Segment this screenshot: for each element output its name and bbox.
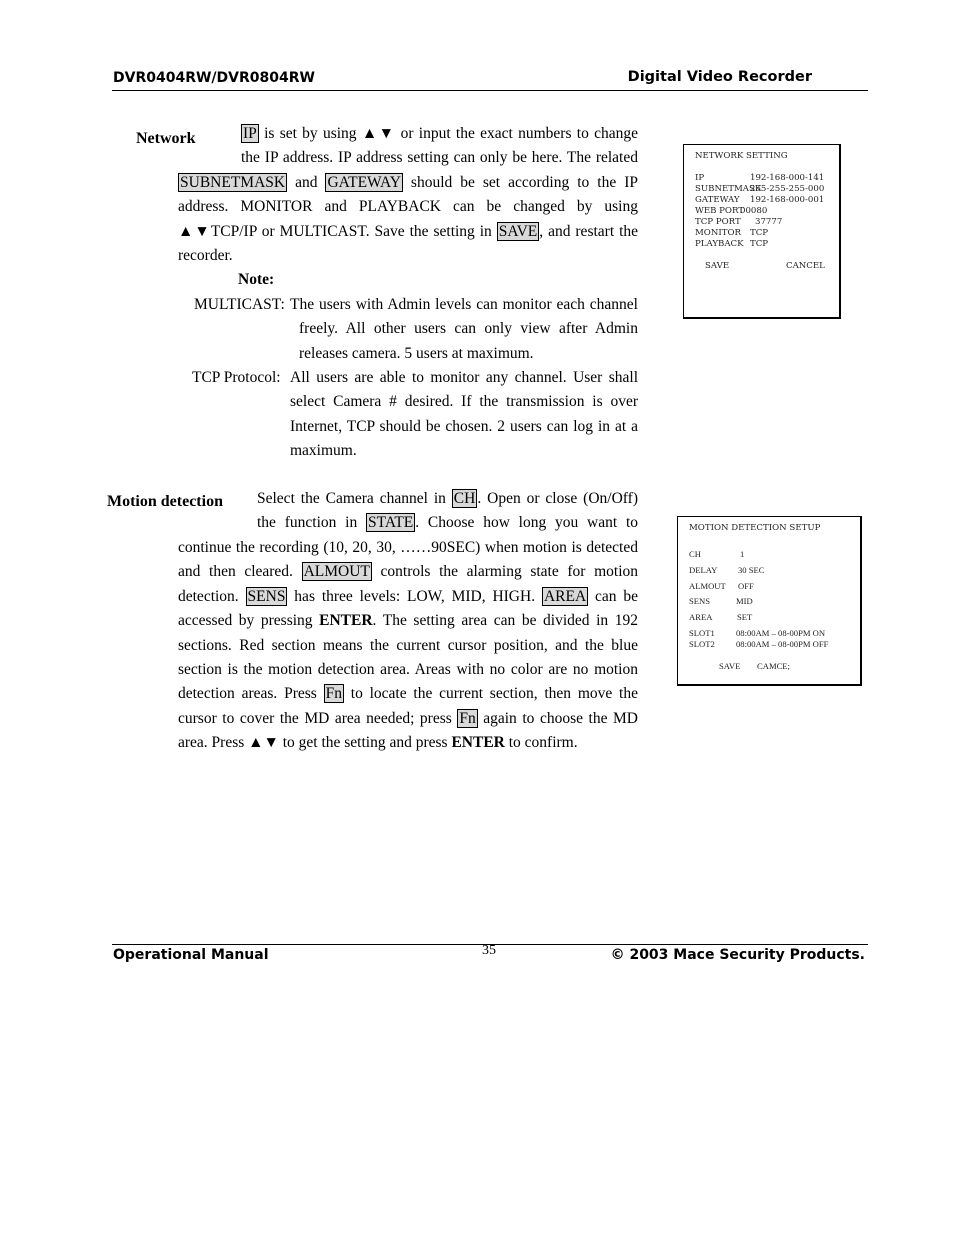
screen-save: SAVE	[719, 661, 741, 671]
term-state: STATE	[368, 514, 414, 532]
term-sens: SENS	[247, 587, 286, 605]
term-almout: ALMOUT	[303, 563, 370, 581]
multicast-label: MULTICAST:	[194, 296, 285, 313]
motion-paragraph-top: Select the Camera channel in CH . Open or close (On/Off) the function in STATE . Choose how long you want to	[257, 490, 639, 532]
network-line-6: recorder.	[178, 247, 233, 265]
footer-copyright: © 2003 Mace Security Products.	[610, 947, 865, 963]
page-number: 35	[482, 943, 496, 958]
network-line-1: IP is set by using ▲▼ or input the exact numbers to change	[243, 125, 638, 142]
term-subnetmask: SUBNETMASK	[180, 174, 286, 191]
page-footer	[112, 944, 868, 967]
footer-manual: Operational Manual	[113, 947, 269, 963]
header-model: DVR0404RW/DVR0804RW	[113, 70, 315, 86]
network-line-2: the IP address. IP address setting can only be here. The related	[241, 149, 638, 167]
term-fn: Fn	[325, 685, 342, 703]
tcp-label: TCP Protocol:	[192, 369, 281, 386]
term-save: SAVE	[498, 222, 538, 240]
screen-cancel: CAMCE;	[757, 661, 790, 671]
screen-save: SAVE	[705, 261, 730, 271]
note-label: Note:	[238, 271, 275, 288]
page-header	[112, 68, 868, 91]
screen-title: MOTION DETECTION SETUP	[689, 523, 821, 533]
term-ip: IP	[243, 125, 257, 142]
term-ch: CH	[453, 490, 476, 507]
section-title-motion-detection: Motion detection	[107, 493, 223, 510]
network-setting-screen: NETWORK SETTING IP 192-168-000-141 SUBNETMASK 255-255-255-000 GATEWAY 192-168-000-001 WEB PORT 00080 TCP PORT 37777 MONITOR TCP PLAYBACK TCP SAVE CANCEL	[683, 144, 841, 319]
term-area: AREA	[543, 587, 587, 605]
network-paragraph-top	[241, 122, 638, 171]
header-product: Digital Video Recorder	[627, 69, 812, 85]
motion-paragraph: continue the recording (10, 20, 30, ……90SEC) when motion is detected and then cleared. ALMOUT controls the alarming state for motion detection. SENS has three levels: LOW, MID, HIGH. AREA can be accessed by pressing ENTER. The setting area can be divided in 192 sections. Red section means the current cursor position, and the blue section is the motion detection area. Areas with no color are no motion detection areas. Press Fn to locate the current section, then move the cursor to cover the MD area needed; press Fn again to choose the MD area. Press ▲▼ to get the setting and press ENTER to confirm.	[178, 539, 639, 752]
motion-detection-screen: MOTION DETECTION SETUP CH 1 DELAY 30 SEC ALMOUT OFF SENS MID AREA SET SLOT1 08:00AM – 08-00PM ON SLOT2 08:00AM – 08-00PM OFF SAVE CAMCE;	[677, 516, 862, 686]
term-gateway: GATEWAY	[327, 174, 401, 191]
network-line-4: address. MONITOR and PLAYBACK can be changed by using	[178, 198, 638, 216]
screen-title: NETWORK SETTING	[695, 151, 788, 161]
network-paragraph	[178, 171, 638, 269]
tcp-description: All users are able to monitor any channel. User shall select Camera # desired. If the transmission is over Internet, TCP should be chosen. 2 users can log in at a maximum.	[290, 369, 638, 460]
network-line-3: SUBNETMASK and GATEWAY should be set according to the IP	[180, 174, 638, 191]
network-line-5: ▲▼TCP/IP or MULTICAST. Save the setting in SAVE , and restart the	[178, 222, 639, 240]
term-fn-2: Fn	[459, 709, 476, 727]
screen-cancel: CANCEL	[786, 261, 825, 271]
multicast-description: The users with Admin levels can monitor each channel freely. All other users can only view after Admin releases camera. 5 users at maximum.	[290, 296, 638, 362]
section-title-network: Network	[136, 130, 196, 147]
